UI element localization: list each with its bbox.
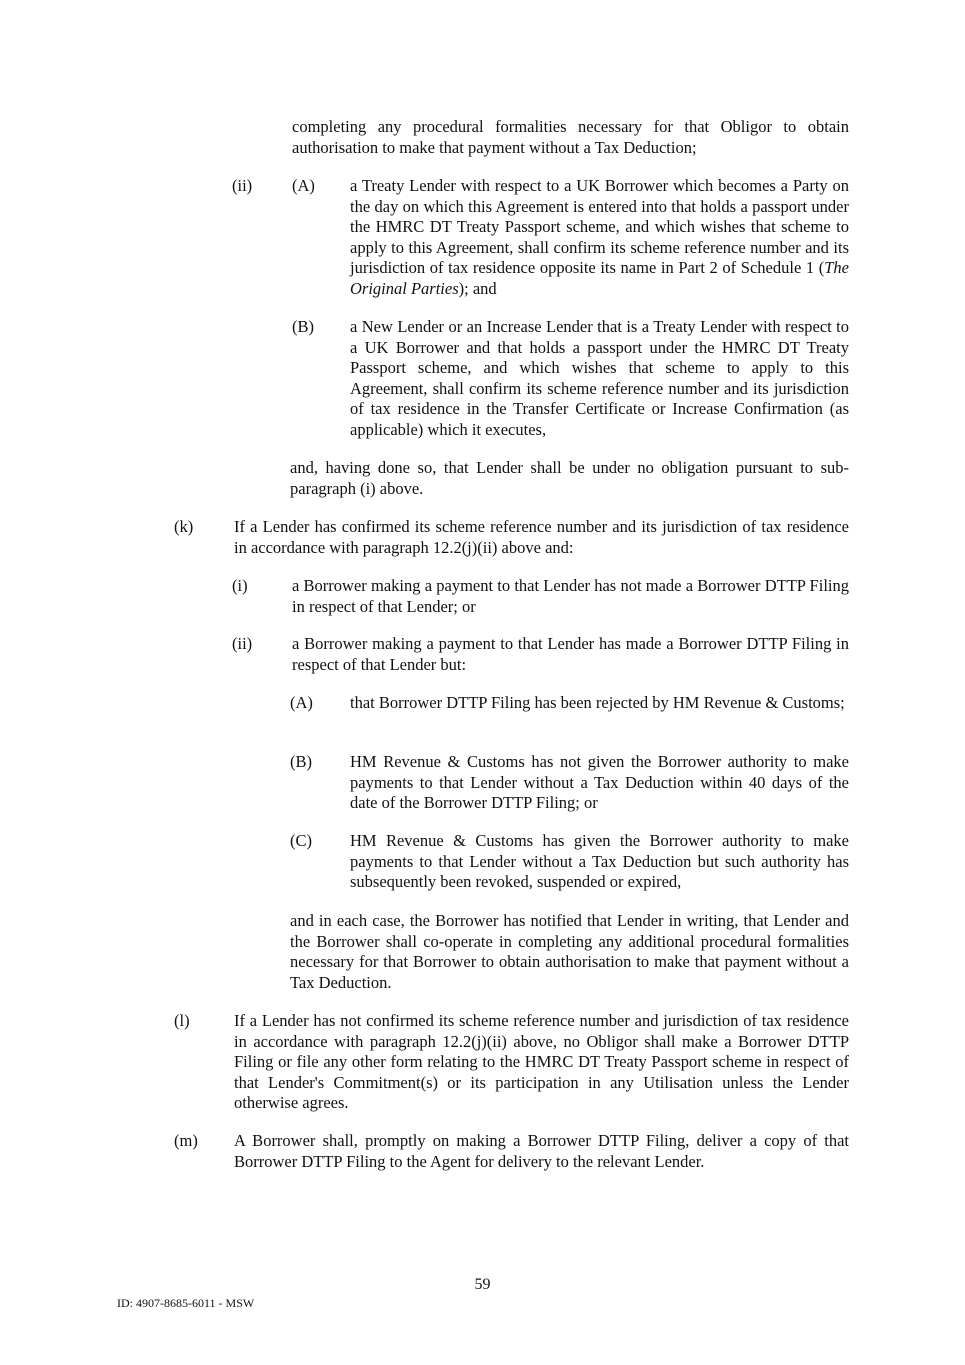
j-ii-closing: and, having done so, that Lender shall be under no obligation pursuant to sub-paragraph (i) above. <box>290 458 849 498</box>
j-ii-A-label: (A) <box>292 176 315 195</box>
j-ii-label: (ii) <box>232 176 253 195</box>
page-number: 59 <box>474 1276 491 1293</box>
j-ii-A-text <box>350 176 849 299</box>
j-ii-A-text-italic: The Original Parties <box>350 258 849 298</box>
k-ii-C-text: HM Revenue & Customs has given the Borrower authority to make payments to that Lender without a Tax Deduction but such authority has subsequently been revoked, suspended or expired, <box>350 831 849 891</box>
m-text: A Borrower shall, promptly on making a Borrower DTTP Filing, deliver a copy of that Borrower DTTP Filing to the Agent for delivery to the relevant Lender. <box>234 1131 849 1171</box>
j-ii-B-text: a New Lender or an Increase Lender that is a Treaty Lender with respect to a UK Borrower and that holds a passport under the HMRC DT Treaty Passport scheme, and which wishes that scheme to apply to this Agreement, shall confirm its scheme reference number and its jurisdiction of tax residence in the Transfer Certificate or Increase Confirmation (as applicable) which it executes, <box>350 317 849 439</box>
k-ii-C-label: (C) <box>290 831 312 850</box>
k-i-text: a Borrower making a payment to that Lender has not made a Borrower DTTP Filing in respect of that Lender; or <box>292 576 849 616</box>
k-label: (k) <box>174 517 194 536</box>
k-ii-B-label: (B) <box>290 752 312 771</box>
l-text: If a Lender has not confirmed its scheme reference number and jurisdiction of tax residence in accordance with paragraph 12.2(j)(ii) above, no Obligor shall make a Borrower DTTP Filing or file any other form relating to the HMRC DT Treaty Passport scheme in respect of that Lender's Commitment(s) or its participation in any Utilisation unless the Lender otherwise agrees. <box>234 1011 849 1112</box>
k-closing: and in each case, the Borrower has notified that Lender in writing, that Lender and the Borrower shall co-operate in completing any additional procedural formalities necessary for that Borrower to obtain authorisation to make that payment without a Tax Deduction. <box>290 911 849 992</box>
m-label: (m) <box>174 1131 198 1150</box>
k-i-label: (i) <box>232 576 248 595</box>
k-ii-B-text: HM Revenue & Customs has not given the Borrower authority to make payments to that Lender without a Tax Deduction within 40 days of the date of the Borrower DTTP Filing; or <box>350 752 849 812</box>
continuation-paragraph: completing any procedural formalities necessary for that Obligor to obtain authorisation to make that payment without a Tax Deduction; <box>292 117 849 157</box>
k-ii-label: (ii) <box>232 634 253 653</box>
document-id: ID: 4907-8685-6011 - MSW <box>117 1296 255 1310</box>
l-label: (l) <box>174 1011 190 1030</box>
j-ii-B-label: (B) <box>292 317 314 336</box>
k-ii-text: a Borrower making a payment to that Lender has made a Borrower DTTP Filing in respect of that Lender but: <box>292 634 849 674</box>
k-ii-A-label: (A) <box>290 693 313 712</box>
j-ii-A-text-after: ); and <box>458 278 497 298</box>
k-text: If a Lender has confirmed its scheme reference number and its jurisdiction of tax residence in accordance with paragraph 12.2(j)(ii) above and: <box>234 517 849 557</box>
k-ii-A-text: that Borrower DTTP Filing has been rejected by HM Revenue & Customs; <box>350 693 845 712</box>
j-ii-A-text-before: a Treaty Lender with respect to a UK Borrower which becomes a Party on the day on which this Agreement is entered into that holds a passport under the HMRC DT Treaty Passport scheme, and which wishes that scheme to apply to this Agreement, shall confirm its scheme reference number and its jurisdiction of tax residence opposite its name in Part 2 of Schedule 1 ( <box>350 176 849 277</box>
